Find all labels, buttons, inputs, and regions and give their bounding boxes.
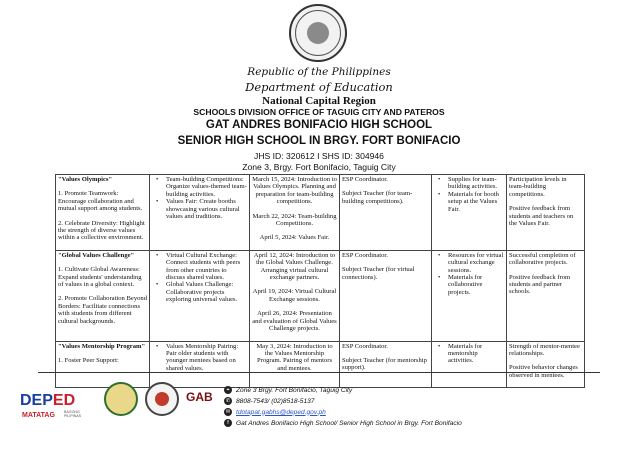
footer-facebook: Gat Andres Bonifacio High School/ Senior High School in Brgy. Fort Bonifacio <box>236 419 462 427</box>
resources-cell <box>432 341 507 388</box>
program-title: "Values Olympics" <box>58 176 113 183</box>
table-body <box>56 175 585 388</box>
bullet-icon: • <box>156 342 159 350</box>
bullet-list <box>434 343 504 365</box>
activities-cell <box>150 250 250 341</box>
timeline-cell-text: April 19, 2024: Virtual Cultural Exchange sessions. <box>252 288 337 303</box>
city-seal-logo <box>145 382 179 416</box>
list-item <box>156 281 247 304</box>
header-school-ids: JHS ID: 320612 I SHS ID: 304946 <box>254 151 384 161</box>
bullet-icon: • <box>156 176 159 183</box>
footer-email-link[interactable]: tdotapat.gabhs@deped.gov.ph <box>236 408 326 416</box>
bagong-pilipinas-logo: BAGONG PILIPINAS <box>64 410 82 418</box>
footer-address-line <box>224 386 352 394</box>
list-item <box>438 342 504 365</box>
objective-text: 1. Cultivate Global Awareness: Expand students' understanding of values in a global context. <box>58 266 142 289</box>
persons-cell-text: Subject Teacher (for team-building competitions). <box>342 190 413 205</box>
timeline-cell-text: April 5, 2024: Values Fair. <box>259 234 330 242</box>
list-item-text: Values Mentorship Pairing: Pair older students with younger mentees based on shared values. <box>166 342 239 372</box>
indicators-cell-text: Positive feedback from students and teachers on the Values Fair. <box>509 205 574 228</box>
table-row <box>56 250 585 341</box>
timeline-cell-text: May 3, 2024: Introduction to the Values Mentorship Program. Pairing of mentors and mentees. <box>256 342 333 372</box>
indicators-cell-text: Positive behavior changes observed in mentees. <box>509 364 578 379</box>
deped-logo: DEPED <box>20 392 76 409</box>
action-plan-table <box>55 174 585 388</box>
division-seal-logo <box>104 382 138 416</box>
program-cell <box>56 250 150 341</box>
indicators-cell-text: Participation levels in team-building competitions. <box>509 176 567 198</box>
bullet-icon: • <box>156 281 159 289</box>
list-item-text: Materials for mentorship activities. <box>448 342 483 365</box>
list-item <box>438 251 504 274</box>
header-department: Department of Education <box>245 80 393 94</box>
indicators-cell <box>507 175 585 251</box>
persons-cell-text: ESP Coordinator. <box>342 342 388 350</box>
bullet-icon: • <box>438 190 441 198</box>
list-item-text: Values Fair: Create booths showcasing various cultural values and traditions. <box>166 198 240 221</box>
bullet-icon: • <box>438 342 441 350</box>
bullet-list <box>152 343 247 373</box>
timeline-cell <box>250 250 340 341</box>
action-plan-table-wrapper <box>55 174 584 379</box>
program-title: "Global Values Challenge" <box>58 251 135 259</box>
header-division: SCHOOLS DIVISION OFFICE OF TAGUIG CITY AND PATEROS <box>193 107 445 117</box>
program-cell <box>56 175 150 251</box>
persons-cell-text: ESP Coordinator. <box>342 176 388 183</box>
timeline-cell-text: March 15, 2024: Introduction to Values Olympics. Planning and preparation for team-building competitions. <box>252 176 337 206</box>
objective-text: 1. Promote Teamwork: Encourage collaboration and mutual support among students. <box>58 190 143 213</box>
email-icon: ✉ <box>225 409 231 415</box>
list-item <box>156 176 247 198</box>
facebook-icon: f <box>224 419 232 427</box>
header-school-name: GAT ANDRES BONIFACIO HIGH SCHOOL <box>205 119 433 131</box>
persons-cell-text: Subject Teacher (for mentorship support). <box>342 356 427 372</box>
activities-cell <box>150 175 250 251</box>
header-school-name-2: SENIOR HIGH SCHOOL IN BRGY. FORT BONIFACIO <box>177 135 461 147</box>
bullet-list <box>434 252 504 296</box>
table-row <box>56 341 585 388</box>
footer-facebook-line <box>224 419 462 427</box>
program-cell <box>56 341 150 388</box>
list-item <box>156 198 247 221</box>
bullet-icon: • <box>438 176 441 183</box>
footer-divider <box>38 372 600 373</box>
list-item-text: Team-building Competitions: Organize values-themed team-building activities. <box>166 176 247 198</box>
indicators-cell-text: Strength of mentor-mentee relationships. <box>509 342 580 357</box>
list-item-text: Resources for virtual cultural exchange sessions. <box>448 251 504 274</box>
timeline-cell <box>250 341 340 388</box>
objective-text: 2. Promote Collaboration Beyond Borders: Facilitate connections with students from different cultural backgrounds. <box>58 295 148 325</box>
location-icon: ⌖ <box>224 386 232 394</box>
table-row <box>56 175 585 251</box>
bullet-icon: • <box>156 198 159 206</box>
bullet-icon: • <box>438 251 441 259</box>
timeline-cell-text: April 12, 2024: Introduction to the Global Values Challenge. Arranging virtual cultural exchange partners. <box>253 251 336 282</box>
bullet-list <box>152 176 247 220</box>
resources-cell <box>432 250 507 341</box>
timeline-cell-text: April 26, 2024: Presentation and evaluation of Global Values Challenge projects. <box>252 310 337 333</box>
matatag-logo: MATATAG <box>22 412 55 419</box>
list-item <box>438 176 504 191</box>
persons-cell-text: Subject Teacher (for virtual connections). <box>342 266 415 281</box>
header-address: Zone 3, Brgy. Fort Bonifacio, Taguig City <box>242 162 396 172</box>
bullet-list <box>434 176 504 213</box>
school-logo: GAB <box>186 390 213 404</box>
list-item <box>438 190 504 213</box>
timeline-cell-text: March 22, 2024: Team-building Competitions. <box>252 212 337 228</box>
bullet-list <box>152 252 247 304</box>
activities-cell <box>150 341 250 388</box>
footer-email-line <box>224 408 326 416</box>
program-title: "Values Mentorship Program" <box>58 342 146 350</box>
list-item-text: Global Values Challenge: Collaborative projects exploring universal values. <box>166 281 238 304</box>
persons-cell <box>340 250 432 341</box>
bullet-icon: • <box>156 251 159 259</box>
list-item-text: Materials for collaborative projects. <box>448 274 483 296</box>
bullet-icon: • <box>438 274 441 282</box>
phone-icon: ✆ <box>225 398 231 404</box>
list-item <box>438 274 504 296</box>
list-item <box>156 251 247 282</box>
indicators-cell-text: Successful completion of collaborative projects. <box>509 251 576 267</box>
list-item-text: Supplies for team-building activities. <box>448 176 498 191</box>
footer-address: Zone 3 Brgy. Fort Bonifacio, Taguig City <box>236 386 353 394</box>
list-item-text: Materials for booth setup at the Values Fair. <box>448 190 499 213</box>
persons-cell <box>340 341 432 388</box>
footer-phone: 8808-7543/ (02)8518-5137 <box>236 397 315 405</box>
indicators-cell <box>507 250 585 341</box>
list-item-text: Virtual Cultural Exchange: Connect students with peers from other countries to discuss shared values. <box>166 251 241 282</box>
objective-text: 2. Celebrate Diversity: Highlight the strength of diverse values within a collective environment. <box>58 219 145 242</box>
footer-phone-line <box>224 397 314 405</box>
timeline-cell <box>250 175 340 251</box>
deped-seal-logo <box>289 4 347 62</box>
persons-cell-text: ESP Coordinator. <box>342 251 388 259</box>
objective-text: 1. Foster Peer Support: <box>58 356 119 364</box>
list-item <box>156 342 247 373</box>
indicators-cell <box>507 341 585 388</box>
header-republic: Republic of the Philippines <box>247 66 391 78</box>
indicators-cell-text: Positive feedback from students and partner schools. <box>509 273 571 296</box>
header-region: National Capital Region <box>262 95 376 107</box>
resources-cell <box>432 175 507 251</box>
persons-cell <box>340 175 432 251</box>
